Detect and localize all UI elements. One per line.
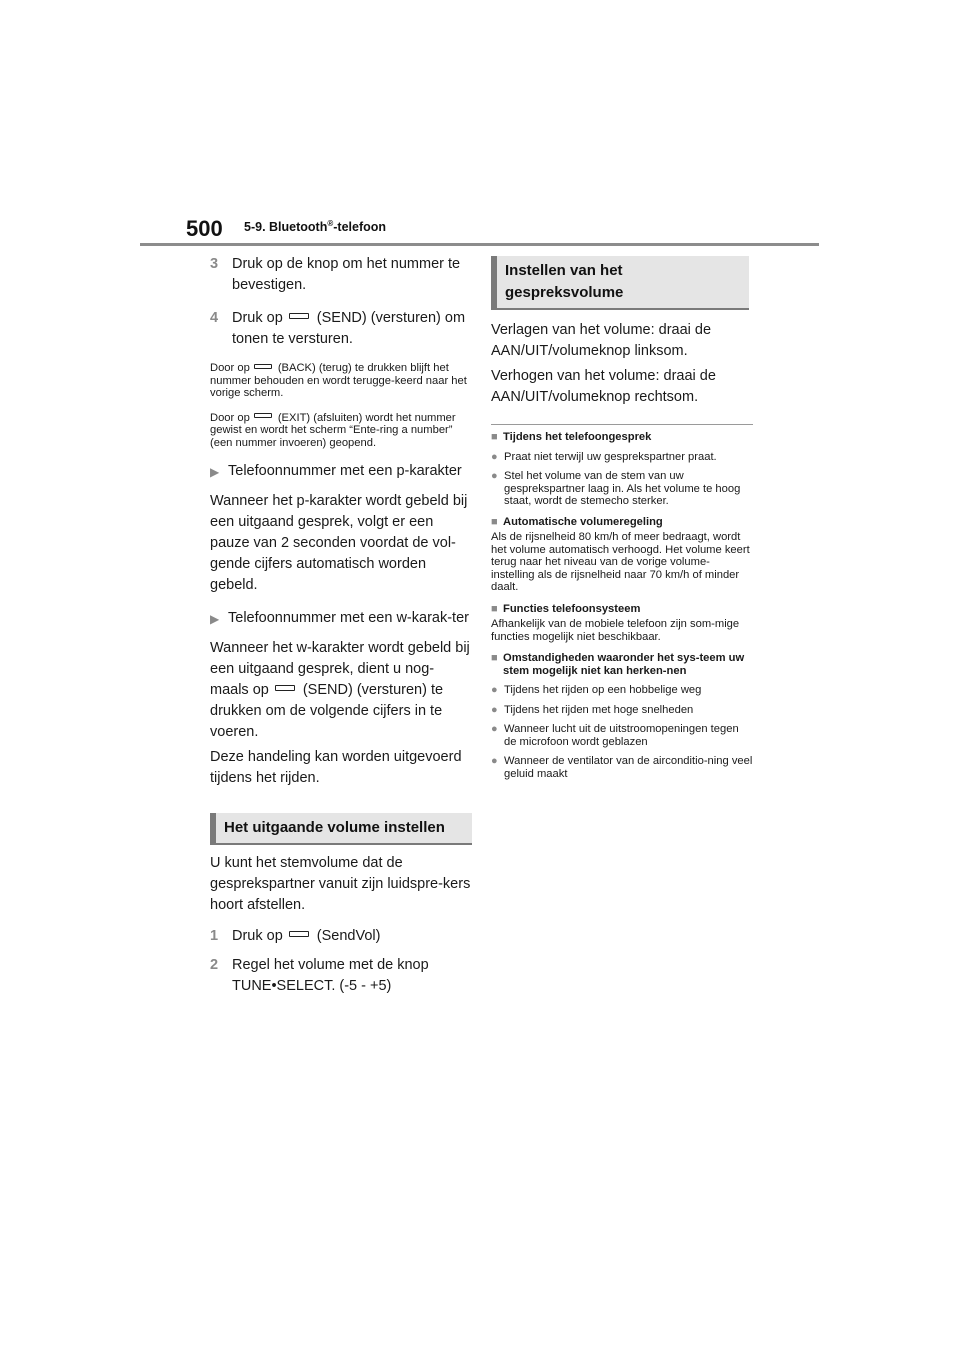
- list-item: [491, 755, 753, 780]
- list-item-text: Tijdens het rijden op een hobbelige weg: [504, 684, 702, 696]
- dot-bullet-icon: ●: [491, 450, 498, 463]
- step-3: [210, 254, 472, 296]
- list-item-text: Wanneer de ventilator van de airconditio-ning veel geluid maakt: [504, 755, 753, 780]
- note-heading-auto-volume: [491, 516, 753, 529]
- step-text-before: Druk op: [232, 928, 283, 944]
- paragraph-while-driving: Deze handeling kan worden uitgevoerd tijdens het rijden.: [210, 749, 462, 786]
- list-item: [491, 451, 753, 464]
- square-bullet-icon: ■: [491, 515, 498, 528]
- dot-bullet-icon: ●: [491, 470, 498, 482]
- list-item-text: Praat niet terwijl uw gesprekspartner praat.: [504, 450, 717, 463]
- step-number: 2: [210, 957, 219, 973]
- screen-button-icon: [275, 685, 295, 691]
- paragraph-part: Wanneer het w-karakter wordt gebeld bij een uitgaand gesprek, dient u nog-maals op: [210, 640, 470, 698]
- note-auto-volume-text: Als de rijsnelheid 80 km/h of meer bedraagt, wordt het volume automatisch verhoogd. Het volume keert terug naar het niveau van de vorige volume-instelling als de rijsnelheid naar 70 km/h of minder daalt.: [491, 531, 750, 593]
- step-number: 1: [210, 928, 219, 944]
- list-item: [491, 470, 753, 508]
- section-box-outgoing-volume: Het uitgaande volume instellen: [210, 813, 472, 845]
- paragraph-volume-up: Verhogen van het volume: draai de AAN/UIT/volumeknop rechtsom.: [491, 368, 716, 405]
- screen-button-icon: [254, 364, 272, 369]
- step-4: [210, 308, 472, 350]
- step-number: 3: [210, 256, 219, 272]
- step-text: [232, 308, 472, 350]
- square-bullet-icon: ■: [491, 431, 498, 443]
- paragraph-outgoing-volume: U kunt het stemvolume dat de gesprekspartner vanuit zijn luidspre-kers hoort afstellen.: [210, 855, 471, 913]
- step-1: [210, 926, 472, 947]
- section-box-call-volume: Instellen van het gespreksvolume: [491, 256, 749, 310]
- dot-bullet-icon: ●: [491, 755, 498, 767]
- note-heading-phone-functions: [491, 603, 753, 616]
- note-before: Door op: [210, 411, 250, 424]
- step-text-before: Druk op: [232, 310, 283, 326]
- section-title: [244, 219, 386, 234]
- section-title-suffix: -telefoon: [333, 220, 387, 235]
- divider: [491, 424, 753, 425]
- note-heading-during-call: [491, 431, 753, 444]
- left-column: [210, 254, 472, 997]
- list-item: [491, 723, 753, 748]
- section-title-prefix: 5-9. Bluetooth: [244, 220, 328, 235]
- subheading-text: Telefoonnummer met een w-karak-ter: [228, 610, 469, 626]
- step-text: Druk op de knop om het nummer te bevestigen.: [232, 256, 461, 293]
- note-heading-text: Automatische volumeregeling: [503, 515, 663, 528]
- step-number: 4: [210, 310, 219, 326]
- step-2: [210, 955, 472, 997]
- step-text: Regel het volume met de knop TUNE•SELECT. (-5 - +5): [232, 957, 429, 994]
- triangle-icon: ▶: [210, 465, 220, 479]
- list-item-text: Stel het volume van de stem van uw gesprekspartner laag in. Als het volume te hoog staat, wordt de stemecho sterker.: [504, 470, 741, 507]
- step-text-after: (SendVol): [316, 928, 381, 944]
- square-bullet-icon: ■: [491, 652, 498, 664]
- dot-bullet-icon: ●: [491, 723, 498, 735]
- paragraph-p-character: Wanneer het p-karakter wordt gebeld bij een uitgaand gesprek, volgt er een pauze van 2 seconden voordat de vol-gende cijfers automatisch worden gebeld.: [210, 493, 468, 593]
- note-heading-voice-recognition: [491, 652, 753, 677]
- subheading-w-character: [210, 608, 472, 630]
- page-number: 500: [186, 216, 223, 241]
- list-item: [491, 704, 753, 717]
- square-bullet-icon: ■: [491, 602, 498, 615]
- list-item-text: Tijdens het rijden met hoge snelheden: [504, 703, 694, 716]
- note-after: (EXIT) (afsluiten) wordt het nummer gewist en wordt het scherm “Ente-ring a number” (een nummer invoeren) geopend.: [210, 411, 456, 449]
- note-exit: [210, 412, 472, 450]
- list-item: [491, 684, 753, 697]
- dot-bullet-icon: ●: [491, 684, 498, 696]
- list-item-text: Wanneer lucht uit de uitstroomopeningen tegen de microfoon wordt geblazen: [504, 723, 739, 748]
- paragraph-w-character: [210, 638, 472, 743]
- note-after: (BACK) (terug) te drukken blijft het nummer behouden en wordt terugge-keerd naar het vorige scherm.: [210, 362, 467, 399]
- note-back: [210, 362, 472, 400]
- screen-button-icon: [254, 413, 272, 418]
- step-text-after: (SEND) (versturen) om tonen te versturen.: [232, 310, 466, 347]
- right-column: [491, 256, 753, 780]
- screen-button-icon: [289, 931, 309, 937]
- note-before: Door op: [210, 362, 250, 374]
- triangle-icon: ▶: [210, 612, 220, 626]
- subheading-text: Telefoonnummer met een p-karakter: [228, 463, 462, 479]
- step-text: [232, 926, 472, 947]
- screen-button-icon: [289, 313, 309, 319]
- note-phone-functions-text: Afhankelijk van de mobiele telefoon zijn som-mige functies mogelijk niet beschikbaar.: [491, 618, 740, 643]
- paragraph-part: (SEND) (versturen) te drukken om de volgende cijfers in te voeren.: [210, 682, 444, 740]
- registered-mark: ®: [327, 219, 334, 228]
- header-rule: [140, 243, 819, 246]
- paragraph-volume-down: Verlagen van het volume: draai de AAN/UIT/volumeknop linksom.: [491, 322, 712, 359]
- note-heading-text: Omstandigheden waaronder het sys-teem uw stem mogelijk niet kan herken-nen: [503, 652, 745, 677]
- note-heading-text: Functies telefoonsysteem: [503, 602, 641, 615]
- dot-bullet-icon: ●: [491, 703, 498, 716]
- subheading-p-character: [210, 461, 472, 483]
- note-heading-text: Tijdens het telefoongesprek: [503, 431, 652, 443]
